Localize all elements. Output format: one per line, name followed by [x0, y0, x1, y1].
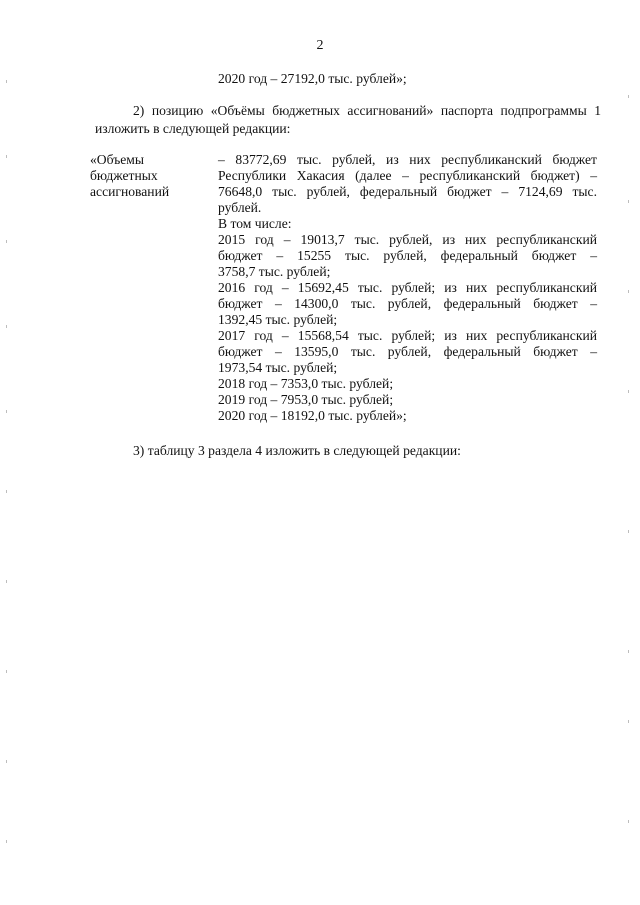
paragraph-2-line-2: изложить в следующей редакции:	[95, 121, 291, 136]
passport-row-value	[218, 152, 597, 424]
left-margin-scan-marks	[6, 60, 8, 880]
value-line: 3758,7 тыс. рублей;	[218, 264, 331, 279]
paragraph-2-line-1: 2) позицию «Объёмы бюджетных ассигнований» паспорта подпрограммы 1	[133, 103, 601, 118]
label-line: бюджетных	[90, 168, 158, 183]
line-2020-continuation: 2020 год – 27192,0 тыс. рублей»;	[218, 71, 407, 86]
value-line: бюджет – 15255 тыс. рублей, федеральный бюджет –	[218, 248, 597, 263]
passport-row-label	[90, 152, 210, 200]
value-line: Республики Хакасия (далее – республиканский бюджет) –	[218, 168, 597, 183]
value-line: бюджет – 13595,0 тыс. рублей, федеральный бюджет –	[218, 344, 597, 359]
value-line: 2018 год – 7353,0 тыс. рублей;	[218, 376, 394, 391]
label-line: ассигнований	[90, 184, 170, 199]
value-line: 2019 год – 7953,0 тыс. рублей;	[218, 392, 394, 407]
value-line: 2016 год – 15692,45 тыс. рублей; из них республиканский	[218, 280, 597, 295]
paragraph-3: 3) таблицу 3 раздела 4 изложить в следующей редакции:	[133, 443, 461, 458]
value-line: 76648,0 тыс. рублей, федеральный бюджет – 7124,69 тыс.	[218, 184, 597, 199]
value-line: 2015 год – 19013,7 тыс. рублей, из них республиканский	[218, 232, 597, 247]
page-number: 2	[316, 38, 324, 53]
label-line: «Объемы	[90, 152, 144, 167]
right-margin-scan-marks	[628, 60, 630, 880]
value-line: бюджет – 14300,0 тыс. рублей, федеральный бюджет –	[218, 296, 597, 311]
value-line: рублей.	[218, 200, 262, 215]
value-line: В том числе:	[218, 216, 292, 231]
value-line: 1973,54 тыс. рублей;	[218, 360, 338, 375]
value-line: 2020 год – 18192,0 тыс. рублей»;	[218, 408, 407, 423]
value-line: – 83772,69 тыс. рублей, из них республиканский бюджет	[218, 152, 597, 167]
paragraph-2	[95, 102, 601, 138]
value-line: 2017 год – 15568,54 тыс. рублей; из них республиканский	[218, 328, 597, 343]
value-line: 1392,45 тыс. рублей;	[218, 312, 338, 327]
